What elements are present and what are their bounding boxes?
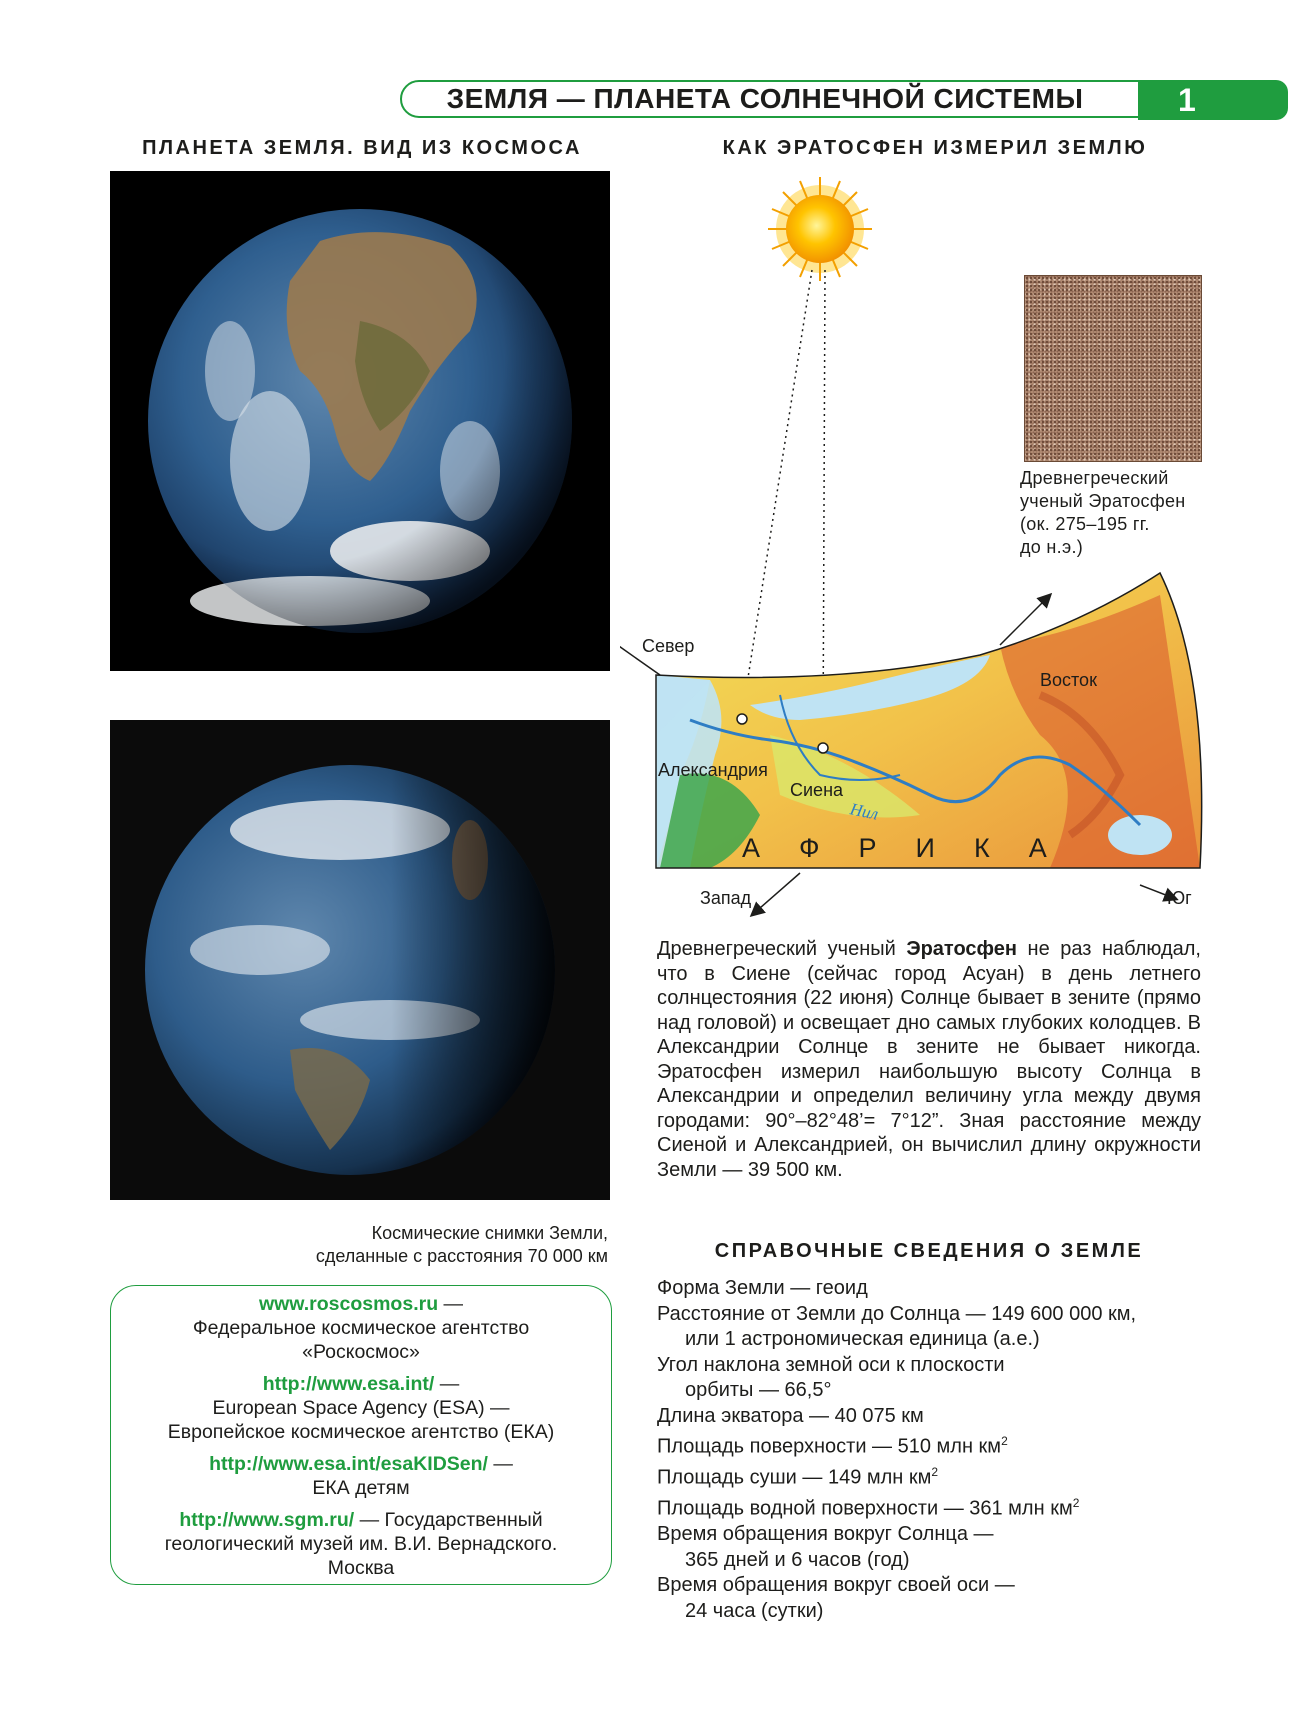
link-group-sgm [111, 1508, 611, 1580]
portrait-caption [1020, 467, 1210, 559]
map-label-africa: А Ф Р И К А [742, 833, 1055, 863]
west-arrow [752, 873, 800, 915]
paragraph-body: не раз наблюдал, что в Сиене (сейчас город Асуан) в день летнего солнцестояния (22 июня) Солнце бывает в зените (прямо над головой) и освещает дно самых глубоких колодцев. В Александрии Солнце в зените не бывает никогда. Эратосфен измерил наибольшую высоту Солнца в Александрии и определил величину угла между двумя городами: 90°–82°48’= 7°12”. Зная расстояние между Сиеной и Александрией, он вычислил длину окружности Земли — 39 500 км. [657, 938, 1201, 1181]
paragraph-name-bold: Эратосфен [906, 938, 1017, 960]
eratosthenes-portrait [1024, 275, 1202, 462]
link-esa-kids-desc1: ЕКА детям [312, 1477, 410, 1499]
africa-map [620, 555, 1220, 875]
fact-superscript: 2 [931, 1465, 939, 1480]
link-roscosmos[interactable]: www.roscosmos.ru [258, 1293, 439, 1315]
fact-text: Время обращения вокруг своей оси — [657, 1574, 1015, 1597]
portrait-caption-line3: (ок. 275–195 гг. [1020, 514, 1150, 534]
sun-ray-syene [823, 270, 825, 744]
map-label-east: Восток [1040, 670, 1097, 690]
section-title-eratosthenes: КАК ЭРАТОСФЕН ИЗМЕРИЛ ЗЕМЛЮ [722, 137, 1148, 159]
link-esa-desc1: European Space Agency (ESA) — [212, 1397, 510, 1419]
photo-caption [250, 1222, 608, 1268]
link-group-esa-kids [111, 1452, 611, 1500]
eratosthenes-paragraph [657, 937, 1201, 1182]
paragraph-intro: Древнегреческий ученый [657, 938, 907, 960]
link-sgm[interactable]: http://www.sgm.ru/ [179, 1509, 355, 1531]
fact-text: Площадь поверхности — 510 млн км [657, 1435, 1002, 1458]
link-group-roscosmos [111, 1292, 611, 1364]
link-roscosmos-desc2: «Роскосмос» [302, 1341, 420, 1363]
fact-text: Расстояние от Земли до Солнца — 149 600 000 км, [657, 1302, 1137, 1325]
map-label-south: Юг [1167, 888, 1192, 908]
section-title-earth-view: ПЛАНЕТА ЗЕМЛЯ. ВИД ИЗ КОСМОСА [142, 137, 582, 159]
fact-continuation: орбиты — 66,5° [685, 1379, 832, 1401]
map-label-syene: Сиена [790, 780, 844, 800]
sun-icon [768, 177, 872, 281]
photo-caption-line1: Космические снимки Земли, [371, 1223, 608, 1243]
link-esa-dash: — [434, 1373, 460, 1395]
portrait-caption-line2: ученый Эратосфен [1020, 491, 1186, 511]
link-sgm-rest: — Государственный [354, 1509, 543, 1531]
fact-continuation: 24 часа (сутки) [685, 1599, 824, 1622]
fact-superscript: 2 [1001, 1434, 1008, 1448]
links-box [110, 1285, 612, 1585]
fact-continuation: или 1 астрономическая единица (а.е.) [685, 1328, 1040, 1350]
fact-item [657, 1522, 1217, 1573]
earth-photo-africa [110, 171, 610, 671]
fact-text: Форма Земли — геоид [657, 1277, 868, 1299]
alexandria-marker [737, 714, 747, 724]
photo-caption-line2: сделанные с расстояния 70 000 км [315, 1246, 608, 1266]
portrait-caption-line4: до н.э.) [1020, 537, 1084, 557]
fact-text: Площадь водной поверхности — 361 млн км [657, 1497, 1073, 1520]
fact-text: Площадь суши — 149 млн км [657, 1466, 932, 1489]
link-esa[interactable]: http://www.esa.int/ [262, 1373, 435, 1395]
fact-item [657, 1491, 1217, 1522]
sun-ray-alexandria [742, 270, 812, 716]
fact-item [657, 1573, 1217, 1624]
link-roscosmos-desc1: Федеральное космическое агентство [192, 1317, 530, 1339]
link-sgm-desc2: Москва [327, 1557, 395, 1579]
fact-continuation: 365 дней и 6 часов (год) [685, 1548, 910, 1571]
fact-text: Длина экватора — 40 075 км [657, 1404, 924, 1427]
fact-text: Время обращения вокруг Солнца — [657, 1523, 994, 1546]
map-label-alexandria: Александрия [658, 760, 768, 780]
fact-item [657, 1276, 1217, 1302]
page-number: 1 [1138, 80, 1288, 120]
fact-item [657, 1302, 1217, 1353]
fact-superscript: 2 [1072, 1496, 1080, 1511]
fact-text: Угол наклона земной оси к плоскости [657, 1353, 1005, 1376]
link-roscosmos-dash: — [438, 1293, 464, 1315]
map-label-north: Север [642, 636, 695, 656]
link-esa-desc2: Европейское космическое агентство (ЕКА) [167, 1421, 555, 1443]
page-title: ЗЕМЛЯ — ПЛАНЕТА СОЛНЕЧНОЙ СИСТЕМЫ [446, 83, 1084, 114]
link-esa-kids[interactable]: http://www.esa.int/esaKIDSen/ [209, 1453, 488, 1475]
link-esa-kids-dash: — [487, 1453, 513, 1475]
portrait-caption-line1: Древнегреческий [1020, 468, 1169, 488]
map-label-west: Запад [700, 888, 752, 908]
link-group-esa [111, 1372, 611, 1444]
link-sgm-desc1: геологический музей им. В.И. Вернадского. [164, 1533, 558, 1555]
syene-marker [818, 743, 828, 753]
map-label-nile: Нил [848, 799, 880, 824]
fact-item [657, 1353, 1217, 1404]
fact-item [657, 1429, 1217, 1460]
earth-facts-list [657, 1276, 1217, 1624]
fact-item [657, 1404, 1217, 1430]
earth-photo-america [110, 720, 610, 1200]
fact-item [657, 1460, 1217, 1491]
facts-title: СПРАВОЧНЫЕ СВЕДЕНИЯ О ЗЕМЛЕ [714, 1240, 1144, 1262]
